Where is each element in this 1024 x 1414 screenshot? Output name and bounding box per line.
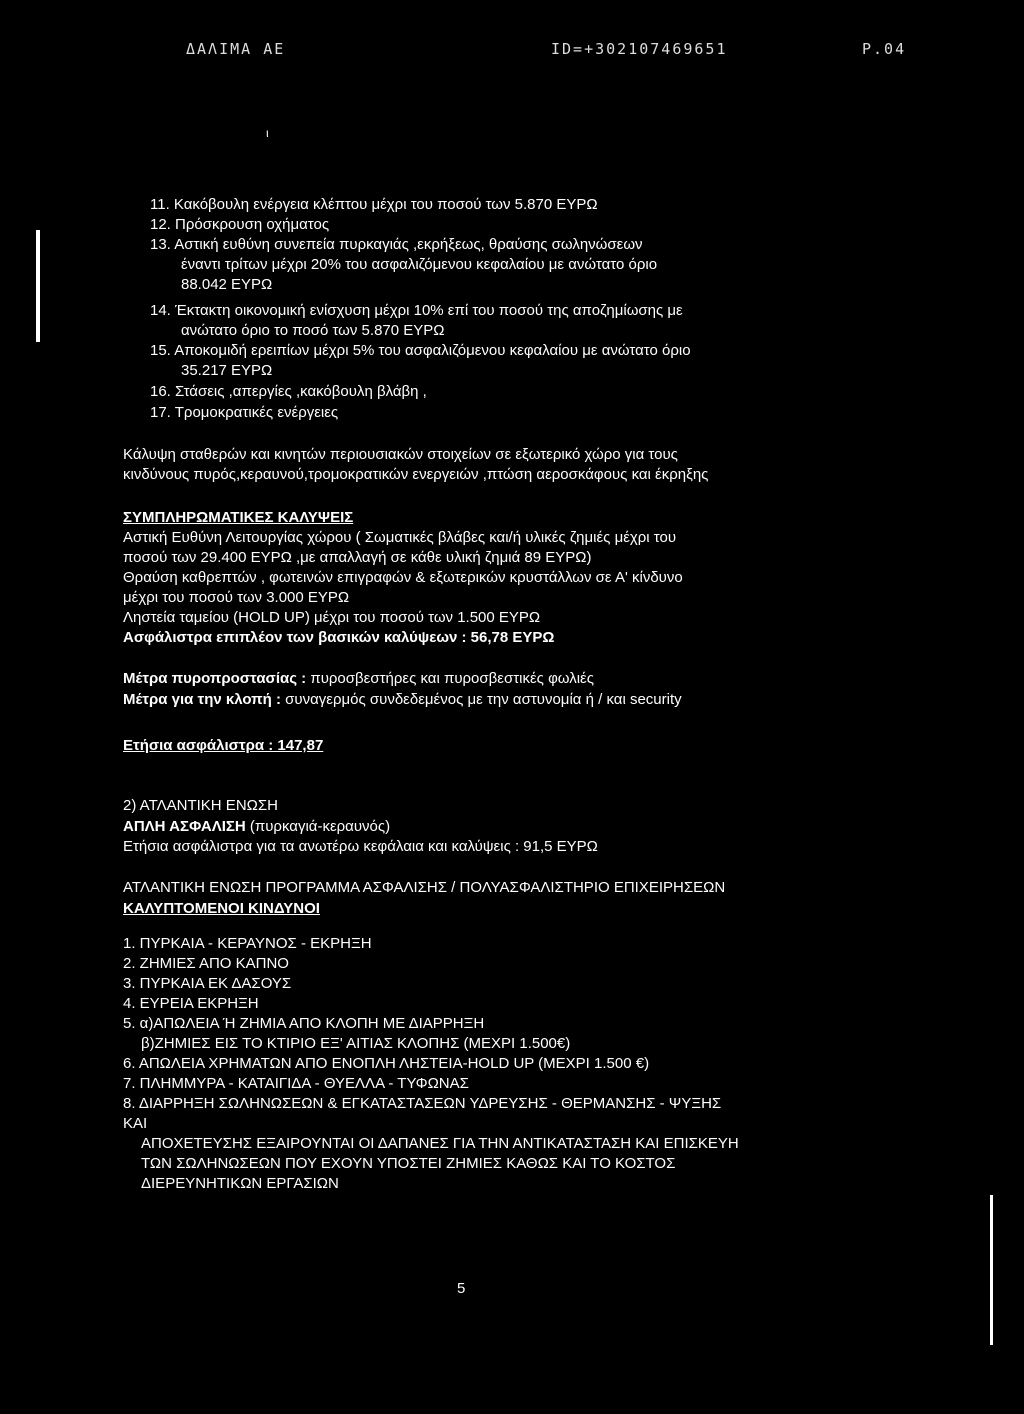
simple-insurance-text: (πυρκαγιά-κεραυνός): [249, 818, 391, 835]
supplementary-line: Θραύση καθρεπτών , φωτεινών επιγραφών & εξωτερικών κρυστάλλων σε Α' κίνδυνο: [123, 569, 683, 586]
list-item: 15. Αποκομιδή ερειπίων μέχρι 5% του ασφαλιζόμενου κεφαλαίου με ανώτατο όριο: [150, 342, 691, 359]
supplementary-heading: ΣΥΜΠΛΗΡΩΜΑΤΙΚΕΣ ΚΑΛΥΨΕΙΣ: [123, 509, 354, 526]
list-item: έναντι τρίτων μέχρι 20% του ασφαλιζόμενου κεφαλαίου με ανώτατο όριο: [181, 256, 658, 273]
risk-item: 1. ΠΥΡΚΑΙΑ - ΚΕΡΑΥΝΟΣ - ΕΚΡΗΞΗ: [123, 935, 372, 952]
risk-item: 2. ΖΗΜΙΕΣ ΑΠΟ ΚΑΠΝΟ: [123, 955, 289, 972]
list-item: 88.042 ΕΥΡΩ: [181, 276, 273, 293]
theft-measures-text: συναγερμός συνδεδεμένος με την αστυνομία ή / και security: [285, 691, 682, 708]
fax-sender: ΔΑΛΙΜΑ ΑΕ: [186, 40, 286, 58]
list-item: ανώτατο όριο το ποσό των 5.870 ΕΥΡΩ: [181, 322, 445, 339]
coverage-paragraph-line: κινδύνους πυρός,κεραυνού,τρομοκρατικών ενεργειών ,πτώση αεροσκάφους και έκρηξης: [123, 466, 709, 483]
risk-item: ΑΠΟΧΕΤΕΥΣΗΣ ΕΞΑΙΡΟΥΝΤΑΙ ΟΙ ΔΑΠΑΝΕΣ ΓΙΑ ΤΗΝ ΑΝΤΙΚΑΤΑΣΤΑΣΗ ΚΑΙ ΕΠΙΣΚΕΥΗ: [141, 1135, 739, 1152]
risk-item: ΤΩΝ ΣΩΛΗΝΩΣΕΩΝ ΠΟΥ ΕΧΟΥΝ ΥΠΟΣΤΕΙ ΖΗΜΙΕΣ ΚΑΘΩΣ ΚΑΙ ΤΟ ΚΟΣΤΟΣ: [141, 1155, 676, 1172]
fire-measures: [123, 670, 594, 688]
list-item: 16. Στάσεις ,απεργίες ,κακόβουλη βλάβη ,: [150, 383, 427, 400]
premium-line: Ετήσια ασφάλιστρα για τα ανωτέρω κεφάλαια και καλύψεις : 91,5 ΕΥΡΩ: [123, 838, 598, 855]
risk-item: 6. ΑΠΩΛΕΙΑ ΧΡΗΜΑΤΩΝ ΑΠΟ ΕΝΟΠΛΗ ΛΗΣΤΕΙΑ-HOLD UP (ΜΕΧΡΙ 1.500 €): [123, 1055, 650, 1072]
risk-item: 7. ΠΛΗΜΜΥΡΑ - ΚΑΤΑΙΓΙΔΑ - ΘΥΕΛΛΑ - ΤΥΦΩΝΑΣ: [123, 1075, 469, 1092]
list-item: 13. Αστική ευθύνη συνεπεία πυρκαγιάς ,εκρήξεως, θραύσης σωληνώσεων: [150, 236, 643, 253]
supplementary-line: μέχρι του ποσού των 3.000 ΕΥΡΩ: [123, 589, 350, 606]
theft-measures: [123, 691, 682, 709]
risk-item: 3. ΠΥΡΚΑΙΑ ΕΚ ΔΑΣΟΥΣ: [123, 975, 292, 992]
program-title: ΑΤΛΑΝΤΙΚΗ ΕΝΩΣΗ ΠΡΟΓΡΑΜΜΑ ΑΣΦΑΛΙΣΗΣ / ΠΟΛΥΑΣΦΑΛΙΣΤΗΡΙΟ ΕΠΙΧΕΙΡΗΣΕΩΝ: [123, 879, 726, 896]
risk-item: 8. ΔΙΑΡΡΗΞΗ ΣΩΛΗΝΩΣΕΩΝ & ΕΓΚΑΤΑΣΤΑΣΕΩΝ ΥΔΡΕΥΣΗΣ - ΘΕΡΜΑΝΣΗΣ - ΨΥΞΗΣ: [123, 1095, 722, 1112]
page-number: 5: [457, 1280, 466, 1297]
fax-page: P.04: [862, 40, 907, 58]
theft-measures-label: Μέτρα για την κλοπή :: [123, 691, 281, 708]
list-item: 11. Κακόβουλη ενέργεια κλέπτου μέχρι του ποσού των 5.870 ΕΥΡΩ: [150, 196, 598, 213]
coverage-paragraph-line: Κάλυψη σταθερών και κινητών περιουσιακών στοιχείων σε εξωτερικό χώρο για τους: [123, 446, 678, 463]
risk-item: 5. α)ΑΠΩΛΕΙΑ Ή ΖΗΜΙΑ ΑΠΟ ΚΛΟΠΗ ΜΕ ΔΙΑΡΡΗΞΗ: [123, 1015, 485, 1032]
risk-item: 4. ΕΥΡΕΙΑ ΕΚΡΗΞΗ: [123, 995, 259, 1012]
extra-premium: Ασφάλιστρα επιπλέον των βασικών καλύψεων : 56,78 ΕΥΡΩ: [123, 629, 555, 646]
section-title: 2) ΑΤΛΑΝΤΙΚΗ ΕΝΩΣΗ: [123, 797, 278, 814]
list-item: 14. Έκτακτη οικονομική ενίσχυση μέχρι 10% επί του ποσού της αποζημίωσης με: [150, 302, 683, 319]
risks-heading: ΚΑΛΥΠΤΟΜΕΝΟΙ ΚΙΝΔΥΝΟΙ: [123, 900, 320, 917]
simple-insurance: [123, 818, 390, 836]
list-item: 35.217 ΕΥΡΩ: [181, 362, 273, 379]
supplementary-line: Αστική Ευθύνη Λειτουργίας χώρου ( Σωματικές βλάβες και/ή υλικές ζημιές μέχρι του: [123, 529, 677, 546]
simple-insurance-label: ΑΠΛΗ ΑΣΦΑΛΙΣΗ: [123, 818, 246, 835]
list-item: 12. Πρόσκρουση οχήματος: [150, 216, 330, 233]
margin-bar-right: [990, 1195, 993, 1345]
supplementary-line: Ληστεία ταμείου (HOLD UP) μέχρι του ποσού των 1.500 ΕΥΡΩ: [123, 609, 541, 626]
risk-item: β)ΖΗΜΙΕΣ ΕΙΣ ΤΟ ΚΤΙΡΙΟ ΕΞ' ΑΙΤΙΑΣ ΚΛΟΠΗΣ (ΜΕΧΡΙ 1.500€): [141, 1035, 571, 1052]
margin-bar: [36, 230, 40, 342]
fire-measures-label: Μέτρα πυροπροστασίας :: [123, 670, 307, 687]
supplementary-line: ποσού των 29.400 ΕΥΡΩ ,με απαλλαγή σε κάθε υλική ζημιά 89 ΕΥΡΩ): [123, 549, 592, 566]
list-item: 17. Τρομοκρατικές ενέργειες: [150, 404, 339, 421]
risk-item: ΚΑΙ: [123, 1115, 148, 1132]
fire-measures-text: πυροσβεστήρες και πυροσβεστικές φωλιές: [310, 670, 594, 687]
stray-mark: ι: [266, 126, 269, 140]
annual-premium: Ετήσια ασφάλιστρα : 147,87: [123, 737, 324, 754]
risk-item: ΔΙΕΡΕΥΝΗΤΙΚΩΝ ΕΡΓΑΣΙΩΝ: [141, 1175, 339, 1192]
fax-id: ID=+302107469651: [551, 40, 728, 58]
